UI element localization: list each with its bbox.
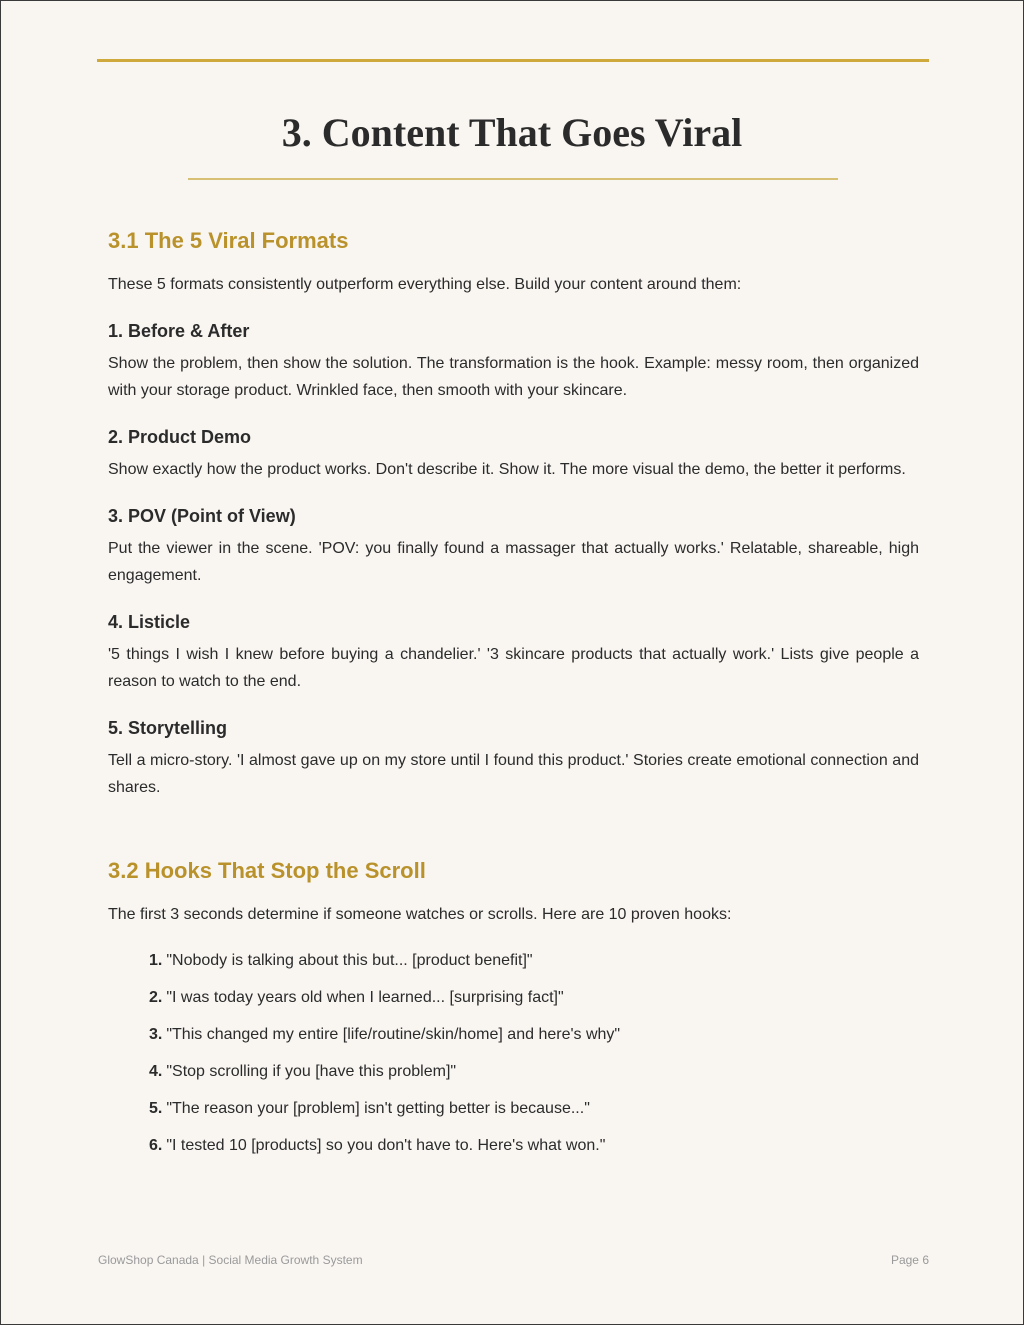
list-text: "Stop scrolling if you [have this problem]" — [166, 1063, 457, 1080]
section-intro: These 5 formats consistently outperform everything else. Build your content around them: — [108, 276, 742, 293]
list-number: 2. — [149, 989, 163, 1006]
list-text: "Nobody is talking about this but... [product benefit]" — [166, 952, 533, 969]
title-divider — [188, 178, 838, 180]
footer-page-number: Page 6 — [890, 1253, 929, 1267]
page-title: 3. Content That Goes Viral — [281, 110, 743, 155]
list-item — [149, 1127, 919, 1164]
format-item — [108, 318, 919, 404]
format-item — [108, 609, 919, 695]
section-heading-viral-formats: 3.1 The 5 Viral Formats — [108, 228, 349, 253]
list-item — [149, 1053, 919, 1090]
format-body: Show exactly how the product works. Don't describe it. Show it. The more visual the demo, the better it performs. — [108, 461, 906, 478]
format-item — [108, 715, 919, 801]
format-body: Tell a micro-story. 'I almost gave up on my store until I found this product.' Stories create emotional connection and shares. — [108, 752, 919, 796]
list-item — [149, 1090, 919, 1127]
section-intro: The first 3 seconds determine if someone watches or scrolls. Here are 10 proven hooks: — [108, 906, 732, 923]
hooks-list — [108, 942, 919, 1164]
list-text: "This changed my entire [life/routine/skin/home] and here's why" — [166, 1026, 621, 1043]
list-item — [149, 1016, 919, 1053]
footer-document-title: GlowShop Canada | Social Media Growth System — [98, 1253, 363, 1267]
format-title: 2. Product Demo — [108, 427, 252, 447]
list-number: 3. — [149, 1026, 163, 1043]
list-number: 4. — [149, 1063, 163, 1080]
list-number: 6. — [149, 1137, 163, 1154]
list-text: "I tested 10 [products] so you don't have to. Here's what won." — [166, 1137, 606, 1154]
list-number: 1. — [149, 952, 163, 969]
list-text: "The reason your [problem] isn't getting better is because..." — [166, 1100, 590, 1117]
list-text: "I was today years old when I learned... [surprising fact]" — [166, 989, 564, 1006]
format-title: 4. Listicle — [108, 612, 191, 632]
format-item — [108, 503, 919, 589]
top-divider — [97, 59, 929, 62]
format-body: '5 things I wish I knew before buying a chandelier.' '3 skincare products that actually work.' Lists give people a reason to watch to the end. — [108, 646, 919, 690]
page-content — [108, 225, 919, 1164]
list-item — [149, 979, 919, 1016]
format-item — [108, 424, 919, 483]
section-heading-hooks: 3.2 Hooks That Stop the Scroll — [108, 858, 426, 883]
format-body: Put the viewer in the scene. 'POV: you finally found a massager that actually works.' Relatable, shareable, high engagement. — [108, 540, 919, 584]
list-number: 5. — [149, 1100, 163, 1117]
format-title: 1. Before & After — [108, 321, 250, 341]
format-title: 3. POV (Point of View) — [108, 506, 296, 526]
list-item — [149, 942, 919, 979]
format-body: Show the problem, then show the solution. The transformation is the hook. Example: messy room, then organized with your storage product. Wrinkled face, then smooth with your skincare. — [108, 355, 919, 399]
format-title: 5. Storytelling — [108, 718, 228, 738]
